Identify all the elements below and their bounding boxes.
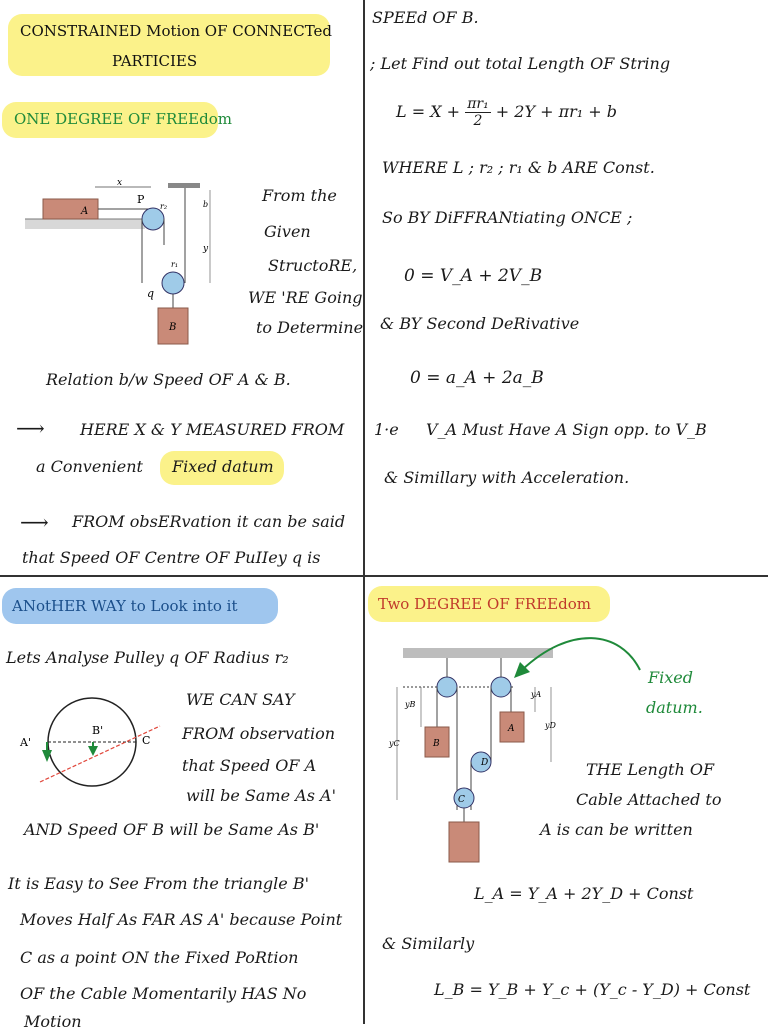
rt-diff: So BY DiFFRANtiating ONCE ;: [382, 208, 633, 227]
diagram-label-yC: yC: [389, 739, 400, 748]
diagram-label-B: B: [169, 322, 177, 333]
rt-ie-prefix: 1·e: [374, 420, 399, 439]
diagram-label-pulley-D: D: [481, 758, 489, 768]
diagram-label-yD: yD: [545, 721, 556, 730]
desc-line-1: From the: [262, 186, 337, 205]
diagram-label-b: b: [203, 200, 209, 209]
diagram-label-pulley-C: C: [458, 795, 465, 805]
page-title-line2: PARTICIES: [112, 52, 198, 70]
rb-similarly: & Similarly: [382, 934, 475, 953]
diagram-label-r2: r₂: [160, 202, 168, 211]
diagram-label-r1: r₁: [171, 260, 179, 269]
lb-say-1: WE CAN SAY: [186, 690, 295, 709]
diagram-label-block-A: A: [508, 724, 515, 734]
lb-say-2: FROM observation: [182, 724, 335, 743]
rt-second: & BY Second DeRivative: [380, 314, 580, 333]
diagram-label-block-B: B: [433, 739, 440, 749]
horizontal-divider: [0, 575, 768, 577]
rt-ie-text: V_A Must Have A Sign opp. to V_B: [426, 420, 707, 439]
section-title-two-dof: Two DEGREE OF FREEdom: [378, 595, 591, 613]
rt-similarly: & Simillary with Acceleration.: [384, 468, 630, 487]
lb-easy-1: It is Easy to See From the triangle B': [8, 874, 309, 893]
rt-eq-a: 0 = a_A + 2a_B: [410, 368, 544, 388]
desc-line-4: WE 'RE Going: [248, 288, 363, 307]
diagram-label-yA: yA: [531, 690, 542, 699]
arrow1-text: HERE X & Y MEASURED FROM: [80, 420, 345, 439]
circle-label-B1: B': [92, 724, 104, 737]
fixed-datum-arrow: [500, 630, 650, 690]
eq-length-fraction: [465, 96, 491, 129]
eq-length-left: L = X +: [396, 102, 461, 121]
section-title-one-dof: ONE DEGREE OF FREEdom: [14, 110, 232, 128]
page-title-line1: CONSTRAINED Motion OF CONNECTed: [20, 22, 333, 40]
diagram-label-yB: yB: [405, 700, 416, 709]
rt-eq-v: 0 = V_A + 2V_B: [404, 266, 543, 286]
rt-line1: SPEEd OF B.: [372, 8, 479, 27]
circle-label-A1: A': [20, 736, 31, 749]
one-dof-diagram: [25, 175, 255, 345]
diagram-label-A: A: [81, 206, 89, 217]
pulley-circle-diagram: [18, 690, 178, 800]
fixed-datum-text: Fixed datum: [172, 457, 274, 476]
diagram-label-y: y: [203, 244, 209, 254]
rb-eq-LB: L_B = Y_B + Y_c + (Y_c - Y_D) + Const: [434, 980, 751, 999]
arrow-icon: ⟶: [16, 416, 45, 440]
lb-say-4: will be Same As A': [186, 786, 336, 805]
fixed-label: Fixed: [648, 668, 693, 687]
desc-line-3: StructoRE,: [268, 256, 358, 275]
rb-len-2: Cable Attached to: [576, 790, 722, 809]
rb-eq-LA: L_A = Y_A + 2Y_D + Const: [474, 884, 694, 903]
vertical-divider-bottom: [363, 577, 365, 1024]
eq-length: [396, 96, 617, 129]
diagram-label-P: P: [137, 193, 145, 206]
arrow1-line2-prefix: a Convenient: [36, 457, 143, 476]
relation-text: Relation b/w Speed OF A & B.: [46, 370, 291, 389]
circle-label-C: C: [142, 734, 151, 747]
rb-len-3: A is can be written: [540, 820, 693, 839]
lb-easy-5: Motion: [24, 1012, 82, 1031]
eq-length-right: + 2Y + πr₁ + b: [495, 102, 618, 121]
lb-easy-2: Moves Half As FAR AS A' because Point: [20, 910, 343, 929]
section-title-another-way: ANotHER WAY to Look into it: [12, 597, 238, 615]
eq-frac-den: 2: [473, 113, 483, 129]
lb-say-3: that Speed OF A: [182, 756, 317, 775]
rb-len-1: THE Length OF: [586, 760, 715, 779]
lb-easy-4: OF the Cable Momentarily HAS No: [20, 984, 307, 1003]
rt-where: WHERE L ; r₂ ; r₁ & b ARE Const.: [382, 158, 655, 177]
arrow2-line2: that Speed OF Centre OF PuIIey q is: [22, 548, 321, 567]
lb-and-line: AND Speed OF B will be Same As B': [24, 820, 320, 839]
datum-label: datum.: [646, 698, 703, 717]
lb-easy-3: C as a point ON the Fixed PoRtion: [20, 948, 299, 967]
diagram-label-x: x: [117, 178, 123, 188]
lb-line1: Lets Analyse Pulley q OF Radius r₂: [6, 648, 289, 667]
desc-line-5: to Determine: [256, 318, 364, 337]
rt-line2: ; Let Find out total Length OF String: [370, 54, 671, 73]
arrow2-line1: FROM obsERvation it can be said: [72, 512, 346, 531]
diagram-label-q: q: [147, 287, 155, 300]
vertical-divider-top: [363, 0, 365, 575]
eq-frac-num: πr₁: [467, 96, 489, 112]
arrow-icon: ⟶: [20, 510, 49, 534]
desc-line-2: Given: [264, 222, 311, 241]
